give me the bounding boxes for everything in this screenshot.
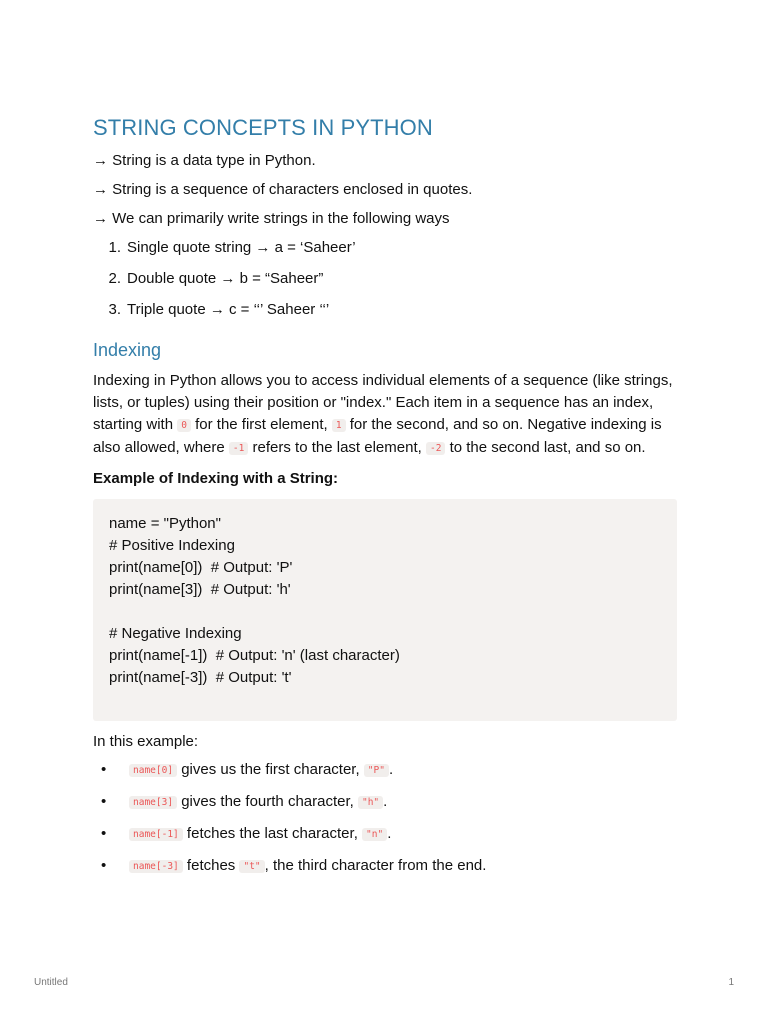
- document-page: [93, 114, 677, 887]
- bullet-text: fetches: [182, 857, 240, 874]
- intro-line: → We can primarily write strings in the following ways: [93, 210, 450, 227]
- bullet-text: , the third character from the end.: [264, 857, 487, 874]
- bullet-text: .: [383, 793, 388, 810]
- list-item: [93, 823, 677, 845]
- paragraph-text: for the first element,: [190, 416, 332, 433]
- inline-code: -2: [426, 442, 445, 455]
- paragraph-text: to the second last, and so on.: [445, 439, 646, 456]
- list-number: 1.: [108, 239, 121, 256]
- intro-line: → String is a sequence of characters enclosed in quotes.: [93, 181, 473, 198]
- list-item: [93, 299, 677, 320]
- bullet-content: [129, 759, 393, 781]
- inline-code: name[-1]: [129, 828, 183, 841]
- example-bullets: [93, 759, 677, 877]
- list-item: [93, 237, 677, 258]
- bullet-content: [129, 855, 486, 877]
- indexing-paragraph: [93, 370, 677, 460]
- inline-code: -1: [229, 442, 248, 455]
- bullet-dot-icon: •: [101, 793, 107, 810]
- inline-code: "P": [364, 764, 389, 777]
- bullet-dot-icon: •: [101, 761, 107, 778]
- list-text: Triple quote → c = ‘‘’ Saheer ‘‘’: [127, 301, 330, 318]
- section-heading-indexing: Indexing: [93, 340, 162, 360]
- inline-code: name[3]: [129, 796, 177, 809]
- example-heading: Example of Indexing with a String:: [93, 470, 339, 487]
- string-ways-list: [93, 237, 677, 320]
- list-number: 2.: [108, 270, 121, 287]
- bullet-text: fetches the last character,: [182, 825, 363, 842]
- bullet-text: gives us the first character,: [177, 761, 364, 778]
- bullet-content: [129, 791, 387, 813]
- inline-code: 1: [332, 419, 346, 432]
- inline-code: name[0]: [129, 764, 177, 777]
- page-title: STRING CONCEPTS IN PYTHON: [93, 115, 433, 140]
- bullet-text: gives the fourth character,: [177, 793, 358, 810]
- paragraph-text: for the second, and so on. Negative indexing is also allowed, where: [93, 416, 662, 456]
- bullet-text: .: [387, 825, 392, 842]
- bullet-text: .: [388, 761, 394, 778]
- inline-code: 0: [177, 419, 191, 432]
- code-block: name = "Python" # Positive Indexing print(name[0]) # Output: 'P' print(name[3]) # Output: 'h' # Negative Indexing print(name[-1]) # Output: 'n' (last character) print(name[-3]) # Output: 't': [93, 499, 677, 721]
- bullet-dot-icon: •: [101, 857, 107, 874]
- example-intro: In this example:: [93, 733, 199, 750]
- bullet-content: [129, 823, 391, 845]
- footer-page-number: 1: [728, 977, 734, 988]
- list-number: 3.: [108, 301, 121, 318]
- intro-line: → String is a data type in Python.: [93, 152, 316, 169]
- list-item: [93, 791, 677, 813]
- bullet-dot-icon: •: [101, 825, 107, 842]
- list-item: [93, 759, 677, 781]
- list-text: Single quote string → a = ‘Saheer’: [127, 239, 356, 256]
- inline-code: name[-3]: [129, 860, 183, 873]
- paragraph-text: refers to the last element,: [248, 439, 426, 456]
- inline-code: "t": [239, 860, 264, 873]
- list-item: [93, 268, 677, 289]
- list-item: [93, 855, 677, 877]
- paragraph-text: Indexing in Python allows you to access individual elements of a sequence (like strings, lists, or tuples) using their position or "index." Each item in a sequence has an index, starting with: [93, 372, 673, 433]
- inline-code: "h": [358, 796, 383, 809]
- list-text: Double quote → b = “Saheer”: [127, 270, 324, 287]
- footer-document-name: Untitled: [34, 977, 68, 988]
- inline-code: "n": [362, 828, 387, 841]
